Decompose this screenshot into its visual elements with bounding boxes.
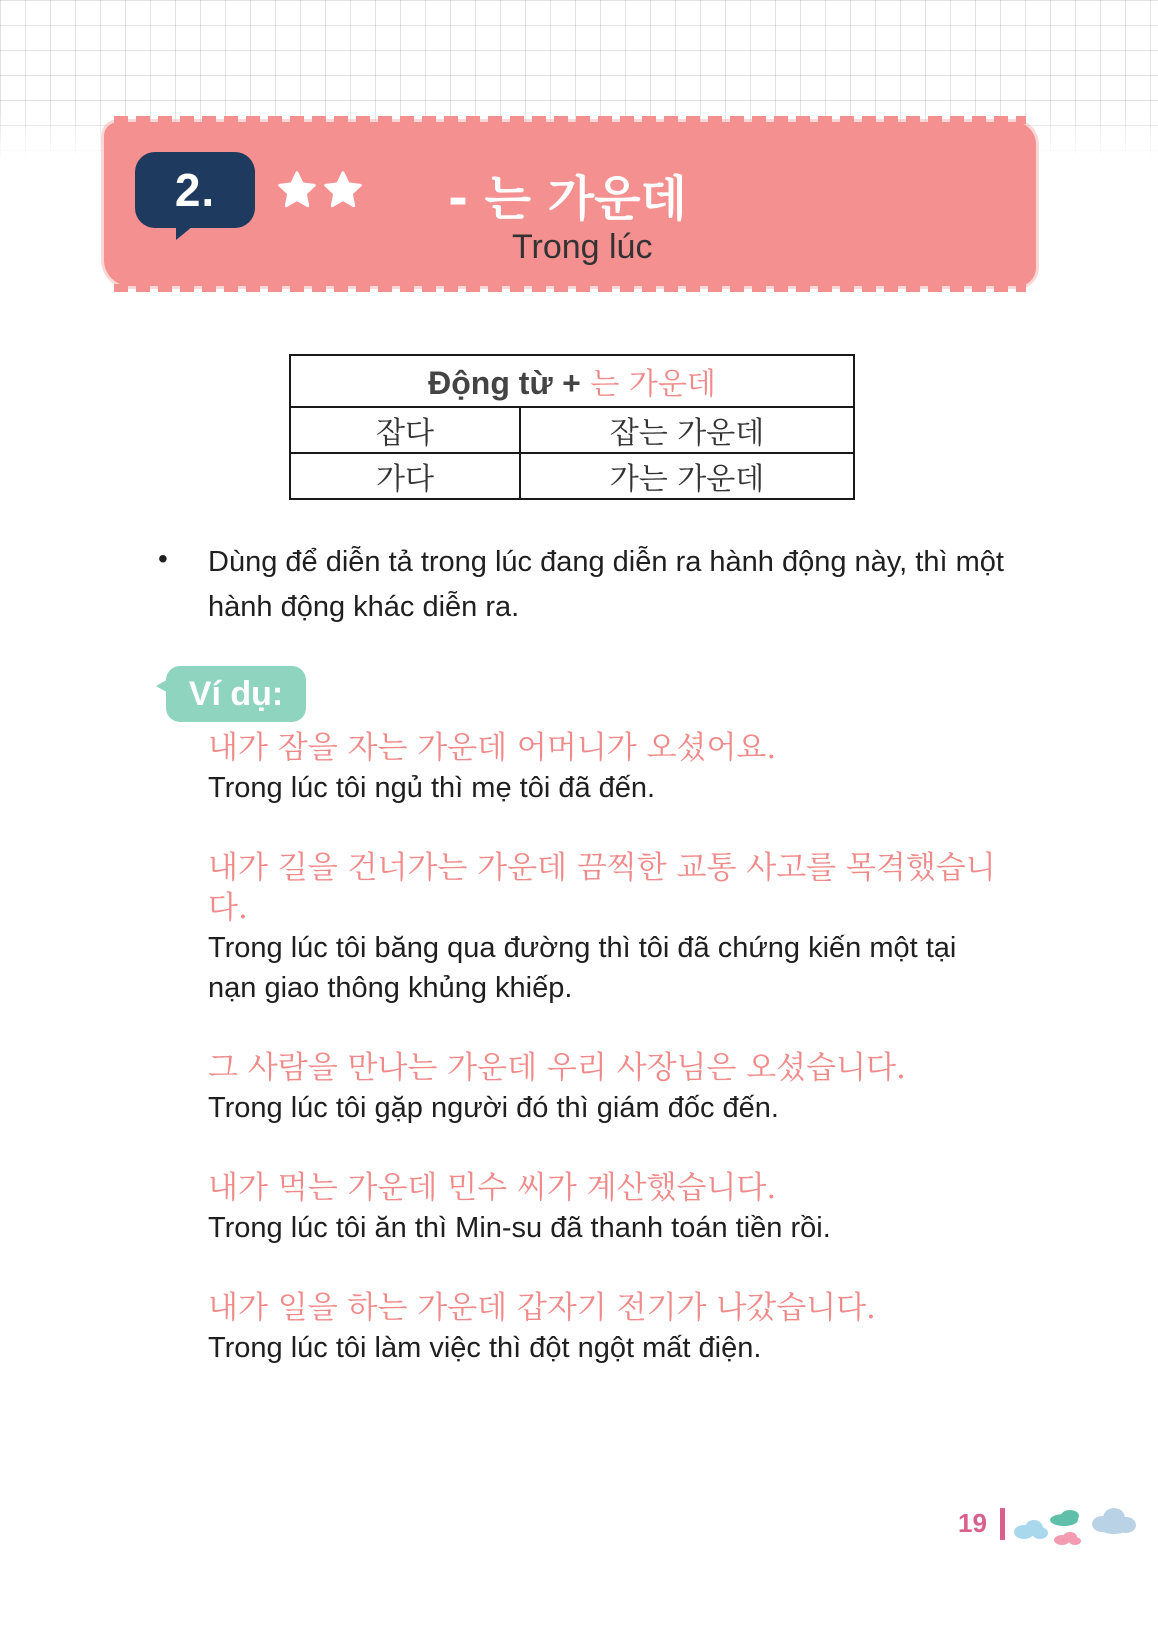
header-verb: Động từ	[428, 365, 553, 401]
header-suffix: 는 가운데	[590, 367, 716, 402]
header-plus: +	[562, 365, 581, 401]
example-item	[208, 1048, 998, 1128]
example-translation: Trong lúc tôi ngủ thì mẹ tôi đã đến.	[208, 772, 656, 804]
example-translation: Trong lúc tôi làm việc thì đột ngột mất điện.	[208, 1332, 762, 1364]
table-cell-form: 가는 가운데	[520, 453, 854, 499]
table-cell-form: 잡는 가운데	[520, 407, 854, 453]
table-header	[290, 355, 854, 407]
lesson-number-badge	[135, 152, 255, 228]
example-item	[208, 1168, 998, 1248]
grammar-title: - 는 가운데	[448, 171, 687, 227]
table-cell-base: 잡다	[290, 407, 520, 453]
example-translation: Trong lúc tôi ăn thì Min-su đã thanh toán tiền rồi.	[208, 1212, 831, 1244]
lesson-number: 2.	[174, 164, 216, 216]
example-item	[208, 848, 998, 1008]
table-row	[290, 407, 854, 453]
difficulty-stars	[275, 168, 365, 212]
example-item	[208, 1288, 998, 1368]
examples-label: Ví dụ:	[166, 666, 306, 722]
example-korean: 그 사람을 만나는 가운데 우리 사장님은 오셨습니다.	[208, 1050, 906, 1086]
table-cell-base: 가다	[290, 453, 520, 499]
example-korean: 내가 잠을 자는 가운데 어머니가 오셨어요.	[208, 730, 777, 766]
clouds-icon	[1010, 1500, 1140, 1556]
example-translation: Trong lúc tôi gặp người đó thì giám đốc đến.	[208, 1092, 779, 1124]
conjugation-table	[289, 354, 855, 500]
examples-list	[208, 728, 998, 1408]
table-row	[290, 453, 854, 499]
example-korean: 내가 일을 하는 가운데 갑자기 전기가 나갔습니다.	[208, 1290, 876, 1326]
badge-tail	[176, 222, 198, 240]
page-divider	[1000, 1508, 1005, 1540]
grammar-subtitle: Trong lúc	[512, 228, 653, 266]
star-icon	[321, 168, 365, 212]
usage-description: Dùng để diễn tả trong lúc đang diễn ra hành động này, thì một hành động khác diễn ra.	[208, 546, 1004, 623]
example-korean: 내가 먹는 가운데 민수 씨가 계산했습니다.	[208, 1170, 777, 1206]
bullet-icon: •	[158, 543, 168, 574]
example-korean: 내가 길을 건너가는 가운데 끔찍한 교통 사고를 목격했습니다.	[208, 850, 996, 926]
example-item	[208, 728, 998, 808]
page-number: 19	[958, 1508, 987, 1538]
star-icon	[275, 168, 319, 212]
example-translation: Trong lúc tôi băng qua đường thì tôi đã chứng kiến một tại nạn giao thông khủng khiếp.	[208, 932, 957, 1004]
table-header-row	[290, 355, 854, 407]
